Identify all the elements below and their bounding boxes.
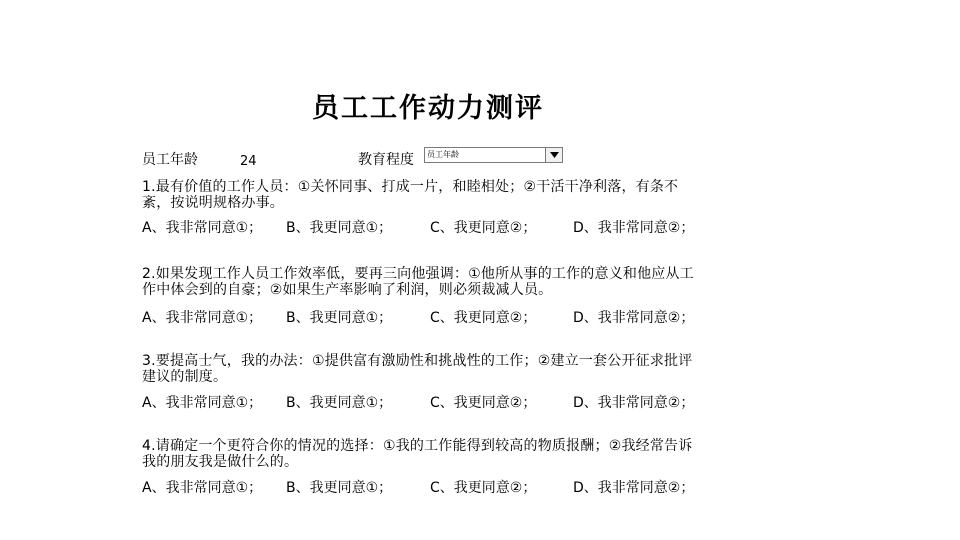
question-3-option-a[interactable]: A、我非常同意①； [142, 395, 263, 411]
question-1-option-c[interactable]: C、我更同意②； [430, 220, 537, 236]
question-3-option-c[interactable]: C、我更同意②； [430, 395, 537, 411]
question-1-option-d[interactable]: D、我非常同意②； [573, 220, 695, 236]
question-4-text: 4.请确定一个更符合你的情况的选择：①我的工作能得到较高的物质报酬；②我经常告诉我的朋友我是做什么的。 [142, 438, 693, 470]
question-1-option-b[interactable]: B、我更同意①； [286, 220, 393, 236]
question-2-text: 2.如果发现工作人员工作效率低，要再三向他强调：①他所从事的工作的意义和他应从工作中体会到的自豪；②如果生产率影响了利润，则必须裁减人员。 [142, 266, 694, 298]
question-2-option-b[interactable]: B、我更同意①； [286, 310, 393, 326]
question-4-option-d[interactable]: D、我非常同意②； [573, 480, 695, 496]
question-3-option-d[interactable]: D、我非常同意②； [573, 395, 695, 411]
question-2-option-c[interactable]: C、我更同意②； [430, 310, 537, 326]
page-title: 员工工作动力测评 [312, 93, 544, 124]
triangle-down-icon [550, 152, 559, 158]
question-2-option-d[interactable]: D、我非常同意②； [573, 310, 695, 326]
question-4-option-a[interactable]: A、我非常同意①； [142, 480, 263, 496]
question-2-option-a[interactable]: A、我非常同意①； [142, 310, 263, 326]
education-dropdown[interactable] [424, 147, 563, 163]
education-label: 教育程度 [358, 152, 414, 168]
education-selected-value: 员工年龄 [427, 150, 459, 159]
age-value[interactable]: 24 [240, 154, 257, 169]
question-4-option-b[interactable]: B、我更同意①； [286, 480, 393, 496]
age-label: 员工年龄 [142, 152, 198, 168]
question-1-text: 1.最有价值的工作人员：①关怀同事、打成一片，和睦相处；②干活干净利落，有条不紊，按说明规格办事。 [142, 179, 679, 211]
dropdown-button[interactable] [545, 148, 562, 162]
question-3-option-b[interactable]: B、我更同意①； [286, 395, 393, 411]
question-4-option-c[interactable]: C、我更同意②； [430, 480, 537, 496]
question-1-option-a[interactable]: A、我非常同意①； [142, 220, 263, 236]
question-3-text: 3.要提高士气，我的办法：①提供富有激励性和挑战性的工作；②建立一套公开征求批评建议的制度。 [142, 353, 693, 385]
